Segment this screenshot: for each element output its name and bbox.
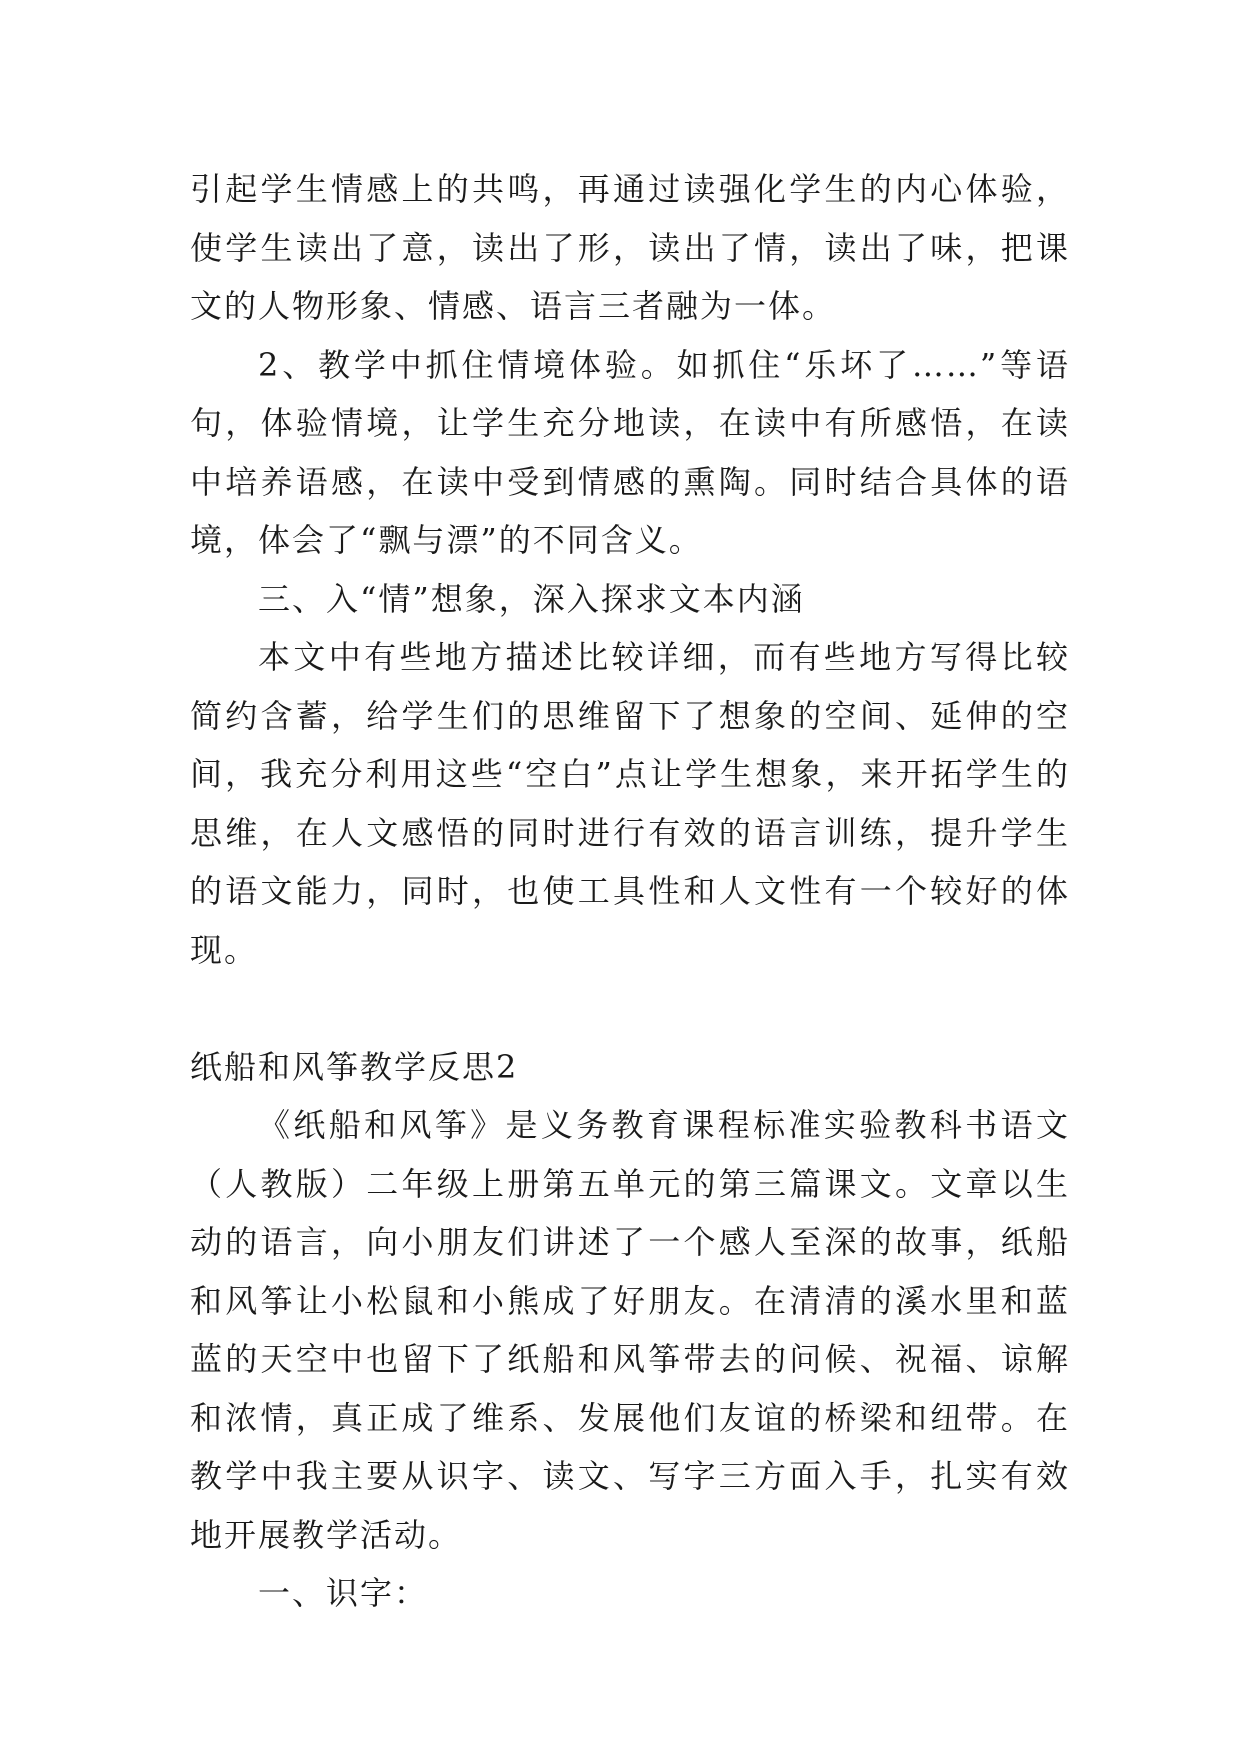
- paragraph-point-2: 2、教学中抓住情境体验。如抓住“乐坏了……”等语句，体验情境，让学生充分地读，在读中有所感悟，在读中培养语感，在读中受到情感的熏陶。同时结合具体的语境，体会了“飘与漂”的不同含义。: [190, 345, 1070, 559]
- section-title: 纸船和风筝教学反思2: [190, 1047, 519, 1086]
- paragraph-imagination: 本文中有些地方描述比较详细，而有些地方写得比较简约含蓄，给学生们的思维留下了想象的空间、延伸的空间，我充分利用这些“空白”点让学生想象，来开拓学生的思维，在人文感悟的同时进行有效的语言训练，提升学生的语文能力，同时，也使工具性和人文性有一个较好的体现。: [190, 638, 1070, 969]
- document-body: [190, 160, 1070, 1623]
- paragraph-intro: 《纸船和风筝》是义务教育课程标准实验教科书语文（人教版）二年级上册第五单元的第三篇课文。文章以生动的语言，向小朋友们讲述了一个感人至深的故事，纸船和风筝让小松鼠和小熊成了好朋友。在清清的溪水里和蓝蓝的天空中也留下了纸船和风筝带去的问候、祝福、谅解和浓情，真正成了维系、发展他们友谊的桥梁和纽带。在教学中我主要从识字、读文、写字三方面入手，扎实有效地开展教学活动。: [190, 1106, 1070, 1554]
- subheading-literacy: 一、识字：: [258, 1574, 429, 1612]
- paragraph-gap: [190, 979, 1070, 1038]
- section-heading-three: 三、入“情”想象，深入探求文本内涵: [258, 579, 805, 618]
- paragraph-continuation: 引起学生情感上的共鸣，再通过读强化学生的内心体验，使学生读出了意，读出了形，读出了情，读出了味，把课文的人物形象、情感、语言三者融为一体。: [190, 170, 1070, 325]
